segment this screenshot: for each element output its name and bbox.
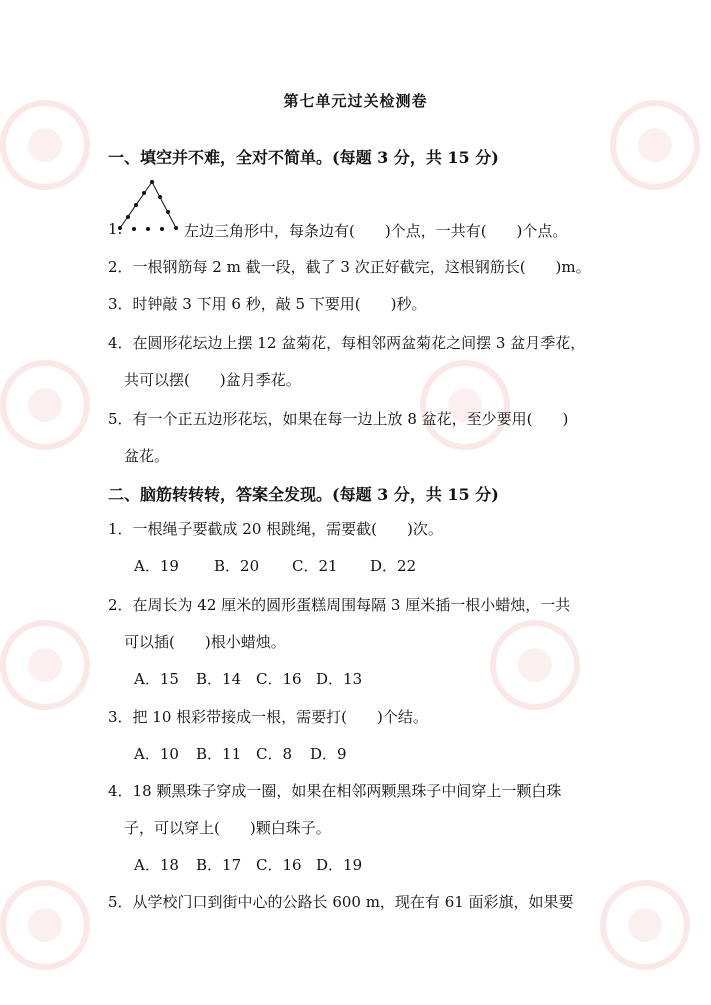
section-heading-1: 一、填空并不难，全对不简单。(每题 3 分，共 15 分) [108, 148, 499, 167]
option: C．21 [292, 557, 338, 575]
page-title: 第七单元过关检测卷 [283, 92, 428, 110]
option: B．17 [196, 856, 242, 874]
question-number: 1. [108, 220, 123, 238]
section-heading-2: 二、脑筋转转转，答案全发现。(每题 3 分，共 15 分) [108, 485, 499, 504]
option: D．22 [370, 557, 417, 575]
option: A．18 [134, 856, 179, 874]
watermark-logo [600, 880, 690, 970]
mc-question-5: 5．从学校门口到街中心的公路长 600 m，现在有 61 面彩旗，如果要 [108, 893, 574, 911]
mc-question-4-cont: 子，可以穿上( )颗白珠子。 [124, 819, 331, 837]
watermark-logo [610, 100, 700, 190]
mc-options-4 [134, 854, 362, 875]
triangle-dots-figure [116, 178, 180, 234]
watermark-logo [0, 620, 90, 710]
mc-options-1 [134, 555, 416, 576]
question-2: 2．一根钢筋每 2 m 截一段，截了 3 次正好截完，这根钢筋长( )m。 [108, 258, 591, 276]
mc-question-3: 3．把 10 根彩带接成一根，需要打( )个结。 [108, 708, 428, 726]
question-3: 3．时钟敲 3 下用 6 秒，敲 5 下要用( )秒。 [108, 295, 427, 313]
question-5: 5．有一个正五边形花坛，如果在每一边上放 8 盆花，至少要用( ) [108, 410, 569, 428]
option: D．19 [316, 856, 363, 874]
question-1: 左边三角形中，每条边有( )个点，一共有( )个点。 [184, 222, 568, 240]
mc-question-2: 2．在周长为 42 厘米的圆形蛋糕周围每隔 3 厘米插一根小蜡烛，一共 [108, 596, 571, 614]
question-4: 4．在圆形花坛边上摆 12 盆菊花，每相邻两盆菊花之间摆 3 盆月季花， [108, 334, 586, 352]
option: B．11 [196, 745, 242, 763]
option: A．15 [134, 670, 179, 688]
watermark-logo [420, 360, 510, 450]
mc-question-2-cont: 可以插( )根小蜡烛。 [124, 633, 286, 651]
option: C．16 [256, 670, 302, 688]
question-5-cont: 盆花。 [124, 447, 170, 465]
question-4-cont: 共可以摆( )盆月季花。 [124, 371, 301, 389]
mc-options-2 [134, 668, 362, 689]
option: D．13 [316, 670, 363, 688]
mc-options-3 [134, 743, 347, 764]
option: B．14 [196, 670, 242, 688]
option: C．8 [256, 745, 293, 763]
option: A．10 [134, 745, 179, 763]
option: B．20 [214, 557, 260, 575]
option: A．19 [134, 557, 179, 575]
watermark-logo [0, 880, 90, 970]
mc-question-1: 1．一根绳子要截成 20 根跳绳，需要截( )次。 [108, 520, 443, 538]
mc-question-4: 4．18 颗黑珠子穿成一圈，如果在相邻两颗黑珠子中间穿上一颗白珠 [108, 782, 562, 800]
watermark-logo [0, 360, 90, 450]
watermark-logo [490, 620, 580, 710]
watermark-logo [0, 100, 90, 190]
option: C．16 [256, 856, 302, 874]
option: D．9 [310, 745, 347, 763]
